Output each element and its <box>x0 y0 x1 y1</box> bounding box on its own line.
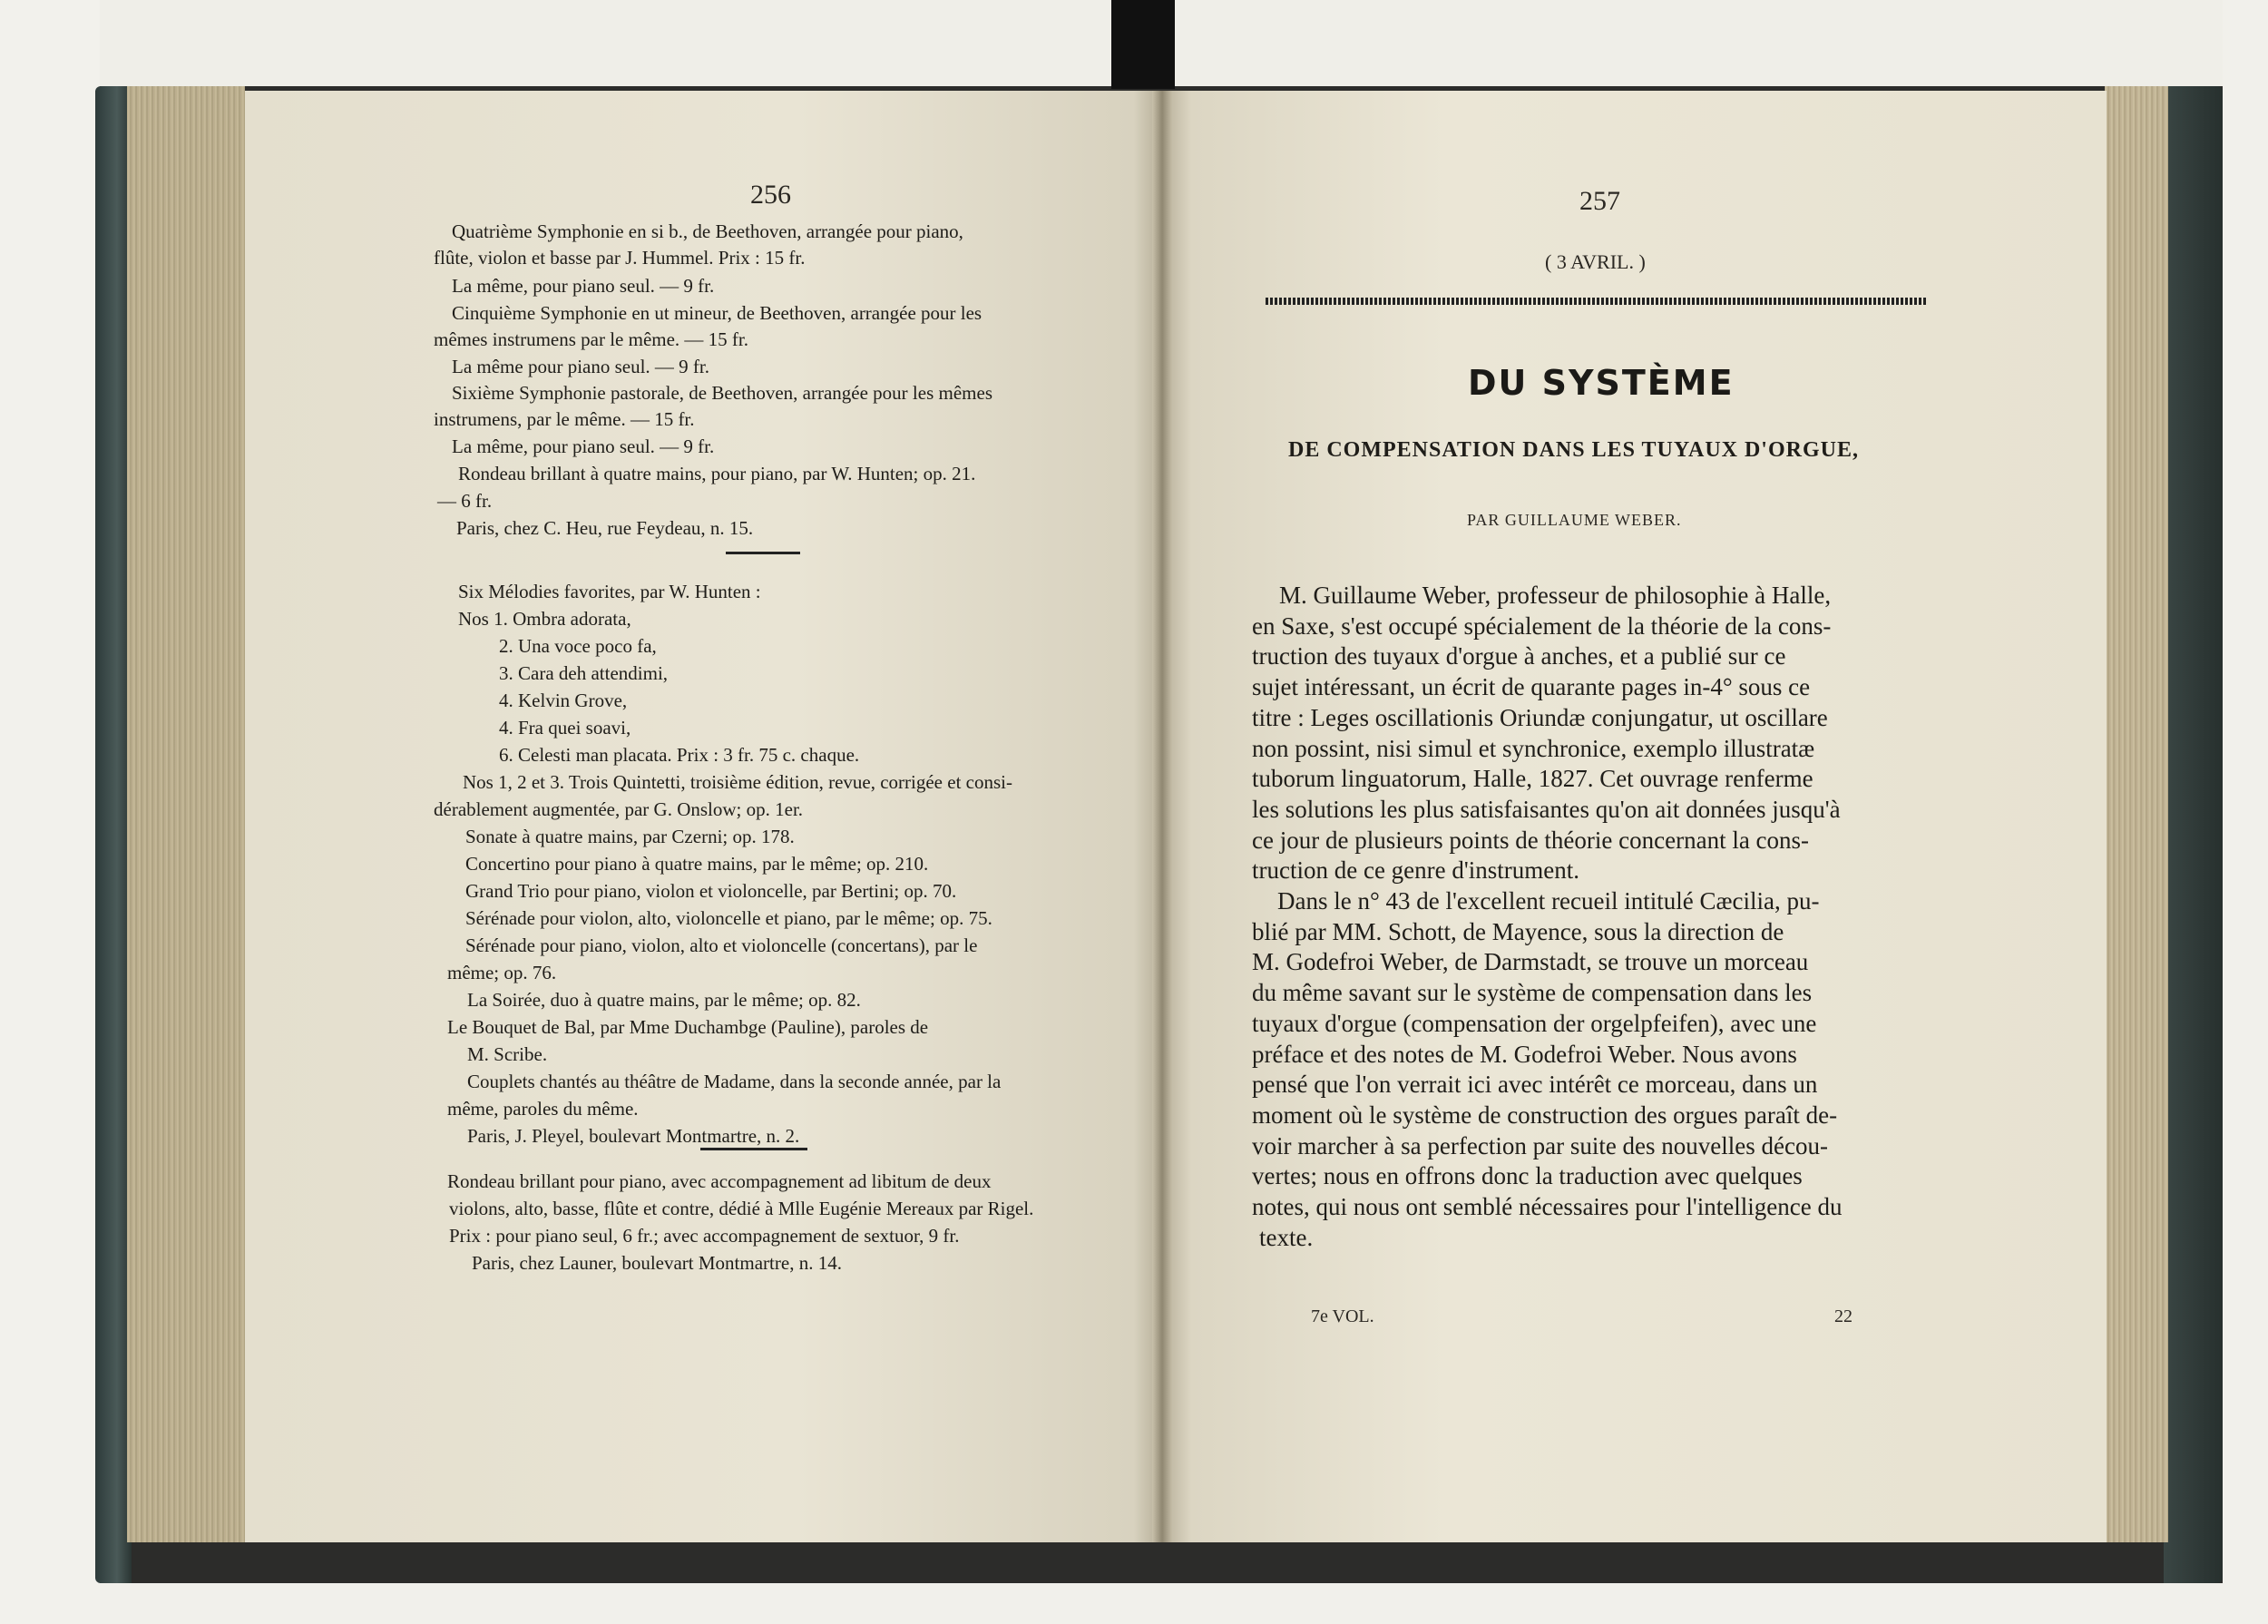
book-cover-right <box>2164 86 2223 1583</box>
left-text-line: Grand Trio pour piano, violon et violoncelle, par Bertini; op. 70. <box>465 880 957 902</box>
left-text-line: 4. Kelvin Grove, <box>499 690 628 711</box>
signature-number: 22 <box>1834 1306 1853 1326</box>
dark-strip <box>1111 0 1175 89</box>
left-text-line: 2. Una voce poco fa, <box>499 635 657 657</box>
article-title: DU SYSTÈME <box>1468 363 1735 403</box>
left-text-line: même; op. 76. <box>447 962 557 983</box>
background-board-right <box>2223 0 2268 1624</box>
left-text-line: La même, pour piano seul. — 9 fr. <box>452 435 715 457</box>
right-text-line: du même savant sur le système de compensation dans les <box>1252 979 1813 1007</box>
right-text-line: M. Guillaume Weber, professeur de philosophie à Halle, <box>1279 582 1832 609</box>
left-text-line: Six Mélodies favorites, par W. Hunten : <box>458 581 761 602</box>
background-board-bottom <box>0 1583 2268 1624</box>
right-text-line: vertes; nous en offrons donc la traduction avec quelques <box>1252 1162 1803 1190</box>
right-text-line: titre : Leges oscillationis Oriundæ conjungatur, ut oscillare <box>1252 703 1828 731</box>
right-text-line: tuborum linguatorum, Halle, 1827. Cet ouvrage renferme <box>1252 765 1813 793</box>
left-text-line: Concertino pour piano à quatre mains, par le même; op. 210. <box>465 853 929 875</box>
left-text-line: Rondeau brillant pour piano, avec accompagnement ad libitum de deux <box>447 1170 992 1192</box>
left-text-line: Sérénade pour violon, alto, violoncelle et piano, par le même; op. 75. <box>465 907 992 929</box>
right-text-line: Dans le n° 43 de l'excellent recueil intitulé Cæcilia, pu- <box>1277 887 1820 915</box>
date-heading: ( 3 AVRIL. ) <box>1545 250 1646 273</box>
left-text-line: flûte, violon et basse par J. Hummel. Prix : 15 fr. <box>434 247 806 269</box>
right-text-line: M. Godefroi Weber, de Darmstadt, se trouve un morceau <box>1252 948 1809 976</box>
left-text-line: Le Bouquet de Bal, par Mme Duchambge (Pauline), paroles de <box>447 1016 929 1038</box>
left-text-line: même, paroles du même. <box>447 1098 639 1120</box>
right-text-line: ce jour de plusieurs points de théorie concernant la cons- <box>1252 826 1810 854</box>
right-text-line: sujet intéressant, un écrit de quarante pages in-4° sous ce <box>1252 673 1811 701</box>
right-text-line: pensé que l'on verrait ici avec intérêt ce morceau, dans un <box>1252 1071 1818 1099</box>
left-text-line: Sérénade pour piano, violon, alto et violoncelle (concertans), par le <box>465 934 978 956</box>
right-text-line: truction de ce genre d'instrument. <box>1252 856 1579 885</box>
left-text-line: Quatrième Symphonie en si b., de Beethoven, arrangée pour piano, <box>452 220 963 242</box>
right-page-number: 257 <box>1579 186 1620 216</box>
left-text-line: Nos 1, 2 et 3. Trois Quintetti, troisième édition, revue, corrigée et consi- <box>463 771 1012 793</box>
page-edges-right <box>2105 86 2168 1542</box>
left-text-line: M. Scribe. <box>467 1043 548 1065</box>
left-text-line: Paris, chez Launer, boulevart Montmartre, n. 14. <box>472 1252 842 1274</box>
right-text-line: préface et des notes de M. Godefroi Weber. Nous avons <box>1252 1040 1797 1068</box>
left-text-line: mêmes instrumens par le même. — 15 fr. <box>434 328 749 350</box>
left-text-line: — 6 fr. <box>437 490 493 512</box>
right-text-line: voir marcher à sa perfection par suite des nouvelles décou- <box>1252 1131 1828 1159</box>
volume-signature: 7e VOL. <box>1311 1306 1374 1326</box>
section-rule <box>700 1148 807 1150</box>
book-gutter <box>1152 91 1172 1542</box>
left-text-line: dérablement augmentée, par G. Onslow; op. 1er. <box>434 798 804 820</box>
left-text-line: Couplets chantés au théâtre de Madame, dans la seconde année, par la <box>467 1071 1002 1092</box>
left-page-number: 256 <box>750 180 791 210</box>
page-edges-left <box>127 86 245 1542</box>
right-text-line: non possint, nisi simul et synchronice, exemplo illustratæ <box>1252 734 1815 762</box>
left-text-line: Sonate à quatre mains, par Czerni; op. 178. <box>465 826 795 847</box>
right-text-line: en Saxe, s'est occupé spécialement de la théorie de la cons- <box>1252 611 1832 640</box>
right-text-line: tuyaux d'orgue (compensation der orgelpfeifen), avec une <box>1252 1009 1817 1037</box>
right-text-line: moment où le système de construction des orgues paraît de- <box>1252 1101 1838 1129</box>
left-text-line: La même pour piano seul. — 9 fr. <box>452 356 710 377</box>
right-text-line: les solutions les plus satisfaisantes qu'on ait données jusqu'à <box>1252 795 1841 823</box>
left-text-line: 3. Cara deh attendimi, <box>499 662 669 684</box>
right-text-line: texte. <box>1259 1223 1314 1251</box>
left-text-line: Sixième Symphonie pastorale, de Beethoven, arrangée pour les mêmes <box>452 382 992 404</box>
right-text-line: blié par MM. Schott, de Mayence, sous la direction de <box>1252 917 1784 945</box>
right-text-line: notes, qui nous ont semblé nécessaires pour l'intelligence du <box>1252 1193 1843 1220</box>
left-text-line: La Soirée, duo à quatre mains, par le même; op. 82. <box>467 989 861 1011</box>
article-subtitle: DE COMPENSATION DANS LES TUYAUX D'ORGUE, <box>1288 438 1859 462</box>
article-byline: PAR GUILLAUME WEBER. <box>1467 511 1682 529</box>
left-text-line: Paris, chez C. Heu, rue Feydeau, n. 15. <box>456 517 754 539</box>
left-text-line: instrumens, par le même. — 15 fr. <box>434 408 695 430</box>
left-text-line: Nos 1. Ombra adorata, <box>458 608 631 630</box>
book-cover-left <box>95 86 132 1583</box>
background-board-left <box>0 0 100 1624</box>
section-rule <box>726 552 800 554</box>
right-text-line: truction des tuyaux d'orgue à anches, et a publié sur ce <box>1252 642 1786 670</box>
left-text-line: Cinquième Symphonie en ut mineur, de Beethoven, arrangée pour les <box>452 302 982 324</box>
left-text-line: Prix : pour piano seul, 6 fr.; avec accompagnement de sextuor, 9 fr. <box>449 1225 960 1247</box>
left-text-line: violons, alto, basse, flûte et contre, dédié à Mlle Eugénie Mereaux par Rigel. <box>449 1198 1034 1219</box>
left-text-line: Rondeau brillant à quatre mains, pour piano, par W. Hunten; op. 21. <box>458 463 976 484</box>
left-text-line: 4. Fra quei soavi, <box>499 717 631 739</box>
left-text-line: 6. Celesti man placata. Prix : 3 fr. 75 c. chaque. <box>499 744 860 766</box>
ornamental-rule <box>1266 298 1926 305</box>
left-text-line: Paris, J. Pleyel, boulevart Montmartre, n. 2. <box>467 1125 800 1147</box>
left-text-line: La même, pour piano seul. — 9 fr. <box>452 275 715 297</box>
